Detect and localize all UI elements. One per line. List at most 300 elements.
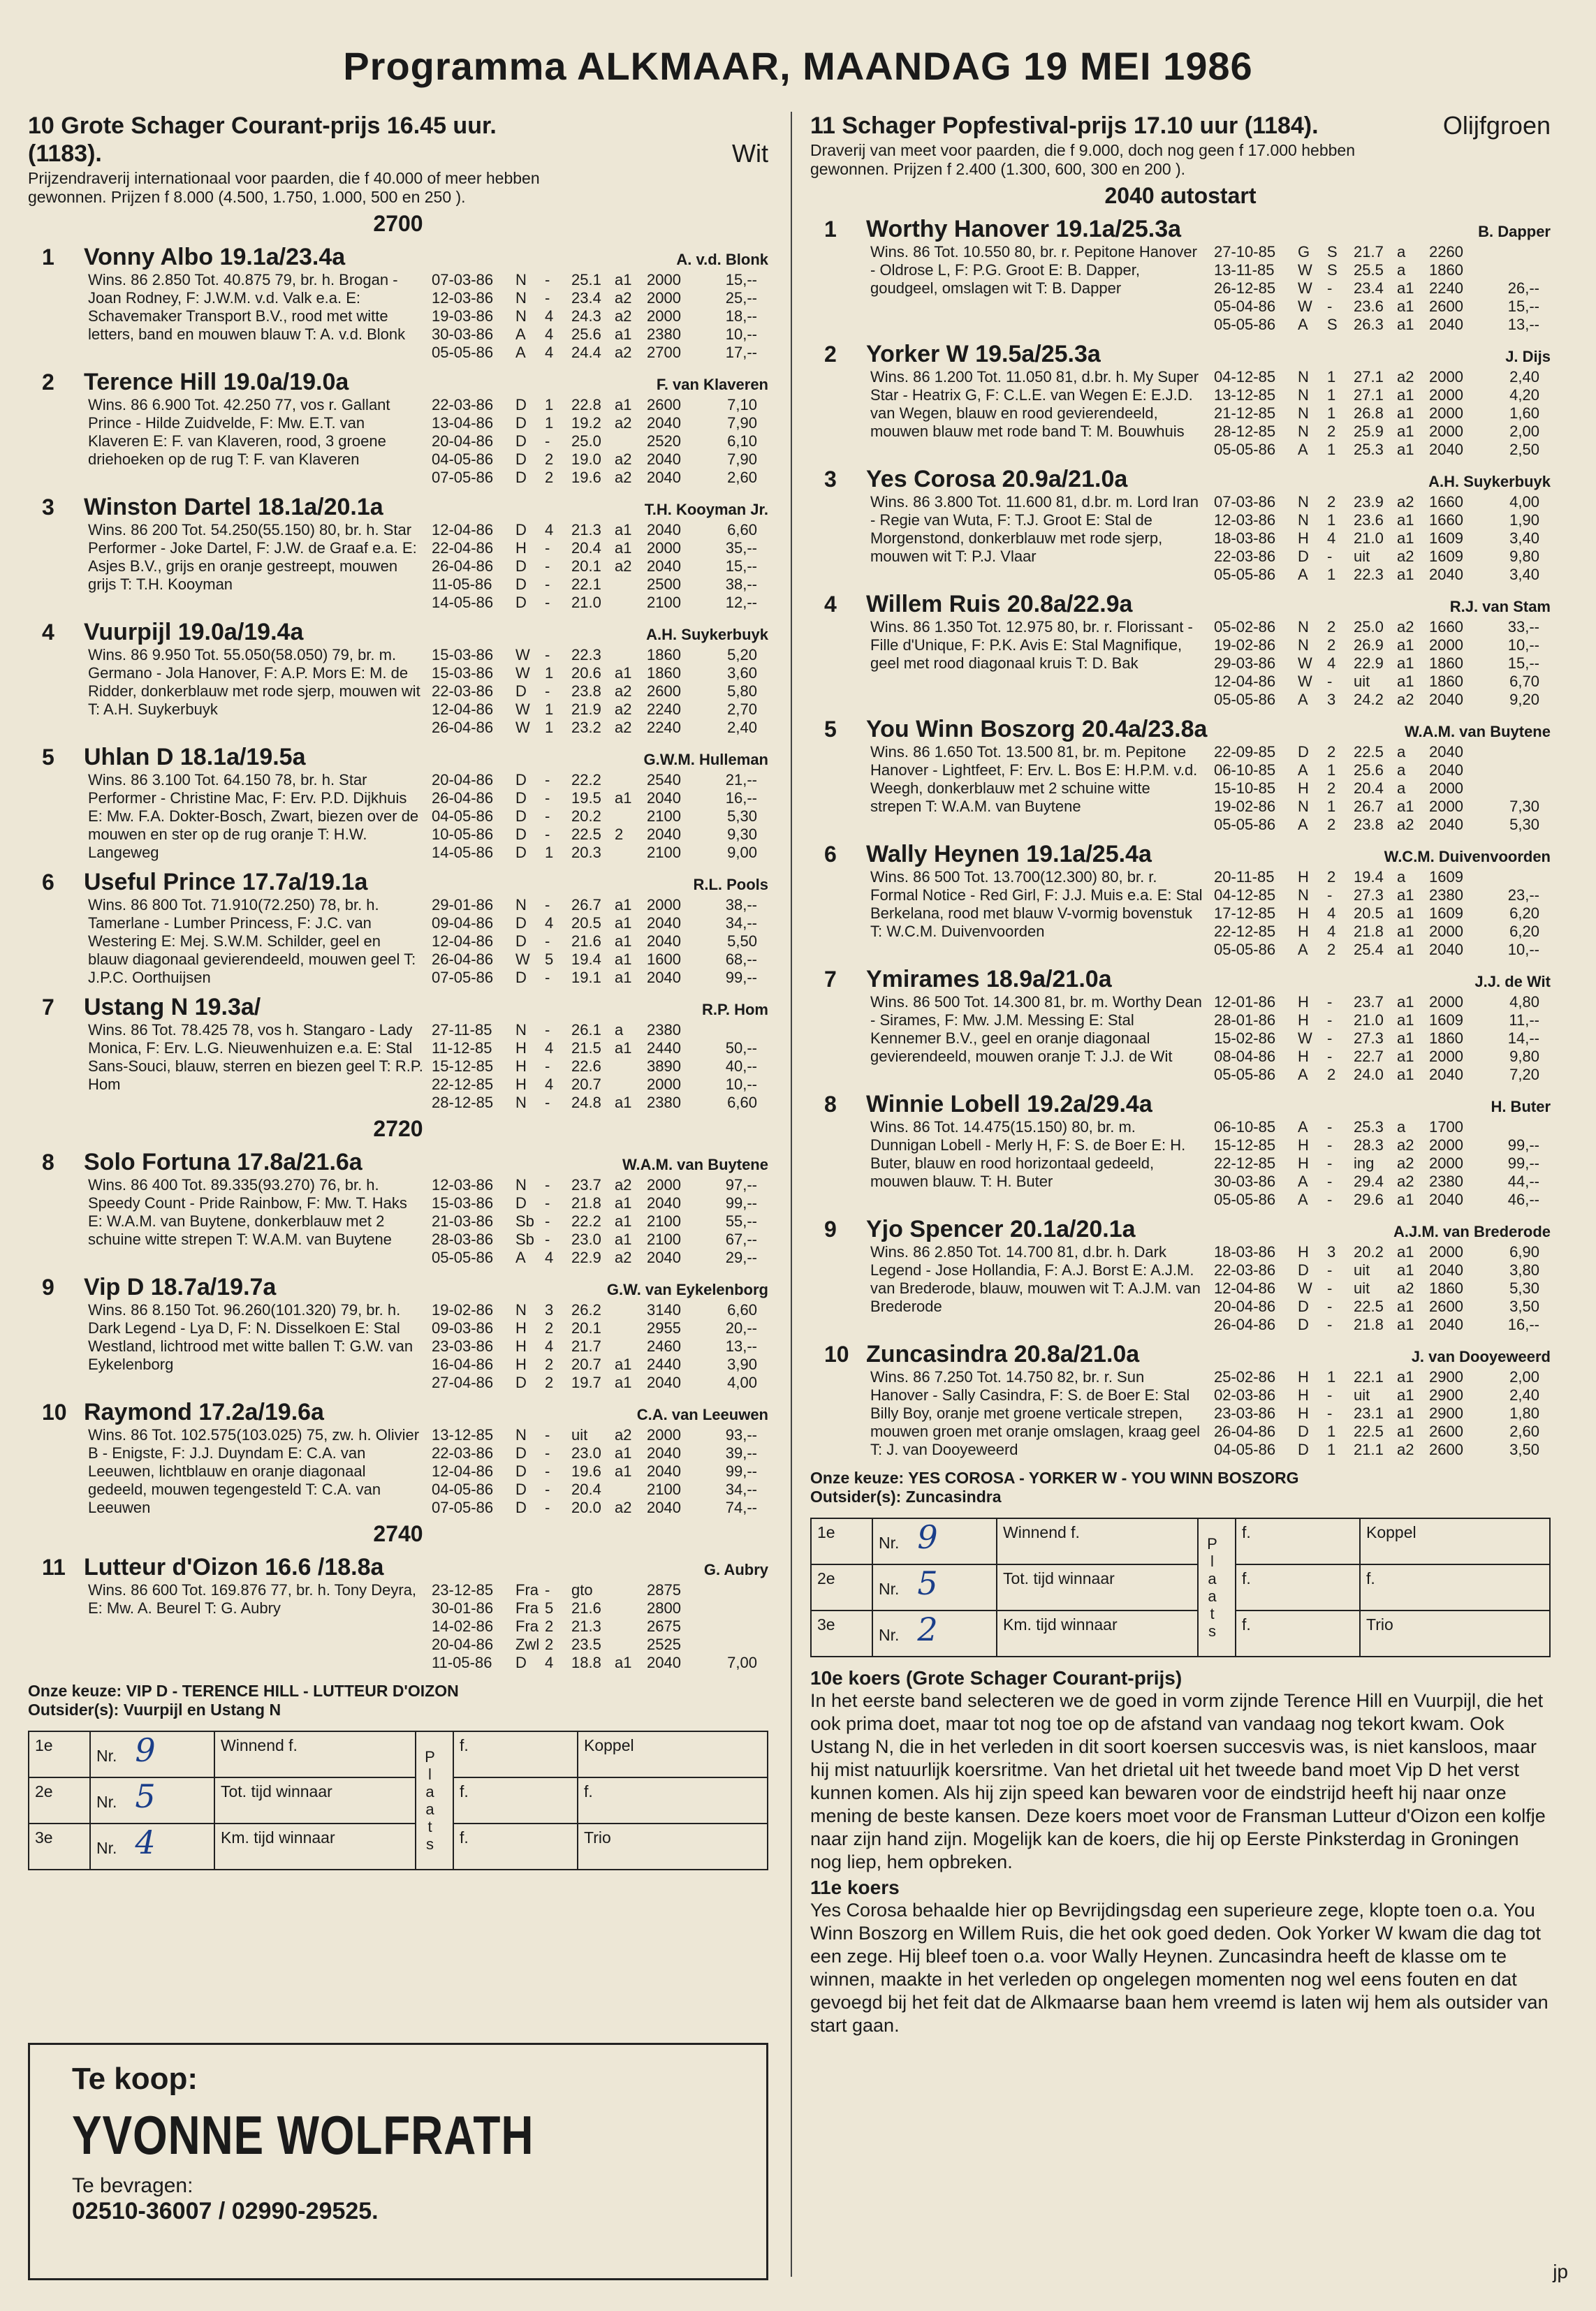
result-cell: D xyxy=(1298,1261,1309,1279)
result-cell: N xyxy=(515,1094,527,1111)
result-cell: - xyxy=(1327,993,1333,1011)
result-cell: 2 xyxy=(1327,779,1336,797)
amount-label-cell: Km. tijd winnaar xyxy=(214,1824,416,1870)
horse-results xyxy=(1214,243,1551,334)
result-row xyxy=(432,932,768,951)
result-cell: - xyxy=(545,807,550,825)
result-cell: N xyxy=(515,1301,527,1319)
result-cell: 3,90 xyxy=(727,1356,757,1373)
result-cell: 2000 xyxy=(1429,779,1463,797)
result-cell: 22.3 xyxy=(1354,566,1384,583)
result-row xyxy=(432,844,768,862)
result-cell: 4,80 xyxy=(1509,993,1539,1011)
result-cell: 22-03-86 xyxy=(432,1444,494,1462)
result-cell: 1 xyxy=(545,700,554,718)
result-cell: N xyxy=(1298,386,1309,404)
result-cell: 2040 xyxy=(1429,1191,1463,1208)
result-row xyxy=(432,1599,768,1617)
result-row xyxy=(432,1212,768,1231)
result-cell: 25.0 xyxy=(571,432,601,450)
result-cell: A xyxy=(1298,1118,1308,1136)
result-cell: H xyxy=(1298,779,1309,797)
result-cell: 26-04-86 xyxy=(432,951,494,968)
result-cell: N xyxy=(515,307,527,325)
nr-cell xyxy=(90,1777,214,1824)
amount-cell: f. xyxy=(1236,1611,1360,1657)
distance-heading: 2700 xyxy=(373,211,423,236)
result-cell: 23.6 xyxy=(1354,511,1384,529)
result-cell: D xyxy=(515,414,527,432)
result-row xyxy=(1214,1441,1551,1459)
result-cell: a2 xyxy=(1397,1173,1414,1190)
result-cell: D xyxy=(1298,1316,1309,1333)
result-cell: 22.2 xyxy=(571,1212,601,1230)
horse-entry xyxy=(28,869,768,987)
horse-number: 7 xyxy=(42,995,54,1020)
result-cell: 2040 xyxy=(647,826,681,843)
horse-trainer: A.H. Suykerbuyk xyxy=(1428,473,1551,490)
result-row xyxy=(432,1481,768,1499)
result-cell: 05-05-86 xyxy=(1214,1066,1276,1083)
result-cell: D xyxy=(515,594,527,611)
horse-details: Wins. 86 9.950 Tot. 55.050(58.050) 79, br. m. Germano - Jola Hanover, F: A.P. Mors E: M. de Ridder, donkerblauw met rode sjerp, mouwen wit T: A.H. Suykerbuyk xyxy=(88,646,420,718)
horse-results xyxy=(432,1301,768,1392)
horse-name: Vuurpijl 19.0a/19.4a xyxy=(84,619,304,645)
result-cell: - xyxy=(1327,1404,1333,1422)
result-cell: 2000 xyxy=(647,539,681,557)
result-cell: 29.6 xyxy=(1354,1191,1384,1208)
koppel-label: Koppel xyxy=(584,1736,634,1754)
horse-results xyxy=(1214,1243,1551,1334)
result-cell: 9,80 xyxy=(1509,1048,1539,1065)
result-cell xyxy=(1488,868,1539,886)
result-cell: 10,-- xyxy=(725,325,757,343)
result-cell: D xyxy=(515,1374,527,1391)
result-row xyxy=(432,557,768,575)
result-cell: 29-01-86 xyxy=(432,896,494,914)
result-cell: 23.6 xyxy=(1354,298,1384,315)
result-cell: 06-10-85 xyxy=(1214,761,1276,779)
place-cell: 2e xyxy=(29,1777,90,1824)
result-cell: 18-03-86 xyxy=(1214,529,1276,547)
result-cell: Fra xyxy=(515,1581,539,1599)
result-cell: 28-12-85 xyxy=(1214,423,1276,440)
result-cell: 2380 xyxy=(1429,886,1463,904)
horse-results xyxy=(1214,1118,1551,1209)
horse-trainer: J. Dijs xyxy=(1505,348,1551,365)
horse-header xyxy=(28,1399,768,1426)
result-cell: 20.2 xyxy=(571,807,601,825)
trio-label: Trio xyxy=(584,1828,611,1847)
result-cell: 2460 xyxy=(647,1337,681,1355)
result-cell: H xyxy=(1298,1011,1309,1029)
race-10-description: Prijzendraverij internationaal voor paarden, die f 40.000 of meer hebben gewonnen. Prijzen f 8.000 (4.500, 1.750, 1.000, 500 en 250 ). xyxy=(28,169,540,206)
horse-trainer: W.C.M. Duivenvoorden xyxy=(1384,848,1551,865)
result-cell: 2 xyxy=(1327,1066,1336,1083)
result-cell: a xyxy=(1397,243,1406,261)
result-cell: - xyxy=(545,1426,550,1444)
result-cell: W xyxy=(1298,298,1312,315)
result-cell: - xyxy=(545,1231,550,1248)
result-cell: - xyxy=(545,1481,550,1498)
result-cell: 20-04-86 xyxy=(432,432,494,450)
result-cell: 3 xyxy=(1327,1243,1336,1261)
result-cell: 11-05-86 xyxy=(432,575,492,593)
result-cell: a2 xyxy=(1397,1154,1414,1172)
result-cell: 2000 xyxy=(647,271,681,288)
result-cell: 26-04-86 xyxy=(432,557,494,575)
result-row xyxy=(432,700,768,719)
result-cell: 26.1 xyxy=(571,1021,601,1039)
result-cell: H xyxy=(515,1057,527,1075)
result-cell: D xyxy=(515,932,527,950)
result-cell: 1860 xyxy=(1429,1279,1463,1297)
result-cell: 12-04-86 xyxy=(432,700,494,718)
result-cell: 2000 xyxy=(1429,923,1463,940)
result-cell: 2040 xyxy=(647,557,681,575)
result-row xyxy=(1214,423,1551,441)
result-cell: a1 xyxy=(1397,1048,1414,1065)
horse-details: Wins. 86 6.900 Tot. 42.250 77, vos r. Gallant Prince - Hilde Zuidvelde, F: Mw. E.T. van Klaveren E: F. van Klaveren, rood, 3 groene driehoeken op de rug T: F. van Klaveren xyxy=(88,396,390,468)
result-cell: 2040 xyxy=(647,521,681,538)
result-row xyxy=(1214,1048,1551,1066)
result-cell: 2600 xyxy=(1429,1423,1463,1440)
result-cell: 11,-- xyxy=(1509,1011,1539,1029)
result-cell: 05-05-86 xyxy=(432,344,494,361)
result-row xyxy=(432,469,768,487)
result-row xyxy=(1214,1243,1551,1261)
horse-name: Ymirames 18.9a/21.0a xyxy=(866,966,1112,992)
horse-name: Winston Dartel 18.1a/20.1a xyxy=(84,494,383,520)
result-cell: 4 xyxy=(545,344,554,361)
result-cell: D xyxy=(515,557,527,575)
result-row xyxy=(1214,1261,1551,1279)
comment-11-title: 11e koers xyxy=(810,1877,900,1898)
result-row xyxy=(432,789,768,807)
result-cell: 20,-- xyxy=(725,1319,757,1337)
result-cell: a1 xyxy=(1397,636,1414,654)
result-cell: 2040 xyxy=(1429,441,1463,458)
result-row xyxy=(1214,993,1551,1011)
result-cell: 5,30 xyxy=(1509,1279,1539,1297)
horse-number: 5 xyxy=(824,717,837,742)
horse-entry xyxy=(810,1341,1551,1459)
result-row xyxy=(1214,691,1551,709)
horse-name: Solo Fortuna 17.8a/21.6a xyxy=(84,1149,363,1175)
horse-trainer: J.J. de Wit xyxy=(1474,973,1551,990)
result-cell: S xyxy=(1327,261,1338,279)
result-cell: a1 xyxy=(615,932,632,950)
result-cell: 2 xyxy=(545,1374,554,1391)
result-cell: 99,-- xyxy=(725,1462,757,1480)
result-cell: W xyxy=(1298,654,1312,672)
result-cell: a1 xyxy=(615,1444,632,1462)
result-cell: 5 xyxy=(545,1599,554,1617)
result-row xyxy=(1214,1279,1551,1298)
place-cell: 1e xyxy=(29,1731,90,1777)
result-cell: 2,40 xyxy=(727,719,757,736)
result-cell: 05-02-86 xyxy=(1214,618,1276,636)
result-cell: a1 xyxy=(615,1212,632,1230)
result-cell: N xyxy=(1298,618,1309,636)
result-cell xyxy=(615,1319,647,1337)
result-cell: 21.8 xyxy=(1354,923,1384,940)
result-cell: 30-03-86 xyxy=(1214,1173,1276,1190)
left-column xyxy=(28,112,768,1870)
horse-details: Wins. 86 Tot. 78.425 78, vos h. Stangaro - Lady Monica, F: Erv. L.G. Nieuwenhuizen e.a. E: Stal Sans-Souci, blauw, sterren en biezen geel T: R.P. Hom xyxy=(88,1021,423,1093)
result-cell: 10,-- xyxy=(725,1076,757,1093)
race-11-keuze: Onze keuze: YES COROSA - YORKER W - YOU WINN BOSZORG xyxy=(810,1469,1299,1487)
result-row xyxy=(432,344,768,362)
result-cell: a1 xyxy=(615,539,632,557)
result-table xyxy=(810,1518,1551,1657)
result-cell: 7,90 xyxy=(727,450,757,468)
result-cell: 3140 xyxy=(647,1301,681,1319)
result-cell: uit xyxy=(571,1426,588,1444)
result-cell: 2875 xyxy=(647,1581,681,1599)
result-cell: D xyxy=(515,469,527,486)
result-cell: D xyxy=(515,969,527,986)
horse-entry xyxy=(28,994,768,1112)
result-cell: a1 xyxy=(615,914,632,932)
result-cell: 26.3 xyxy=(1354,316,1384,333)
result-cell: 21.0 xyxy=(1354,529,1384,547)
horse-number: 7 xyxy=(824,967,837,992)
amount-cell: f. xyxy=(453,1824,578,1870)
result-table-row xyxy=(811,1518,1550,1564)
result-cell: 4 xyxy=(1327,529,1336,547)
horse-body xyxy=(870,993,1551,1084)
result-cell: 16-04-86 xyxy=(432,1356,494,1373)
result-cell: 13-04-86 xyxy=(432,414,494,432)
result-cell: uit xyxy=(1354,673,1370,690)
result-cell: a1 xyxy=(1397,1243,1414,1261)
result-cell: W xyxy=(1298,1279,1312,1297)
result-cell: 24.2 xyxy=(1354,691,1384,708)
result-cell: 25,-- xyxy=(725,289,757,307)
horse-header xyxy=(810,216,1551,243)
result-cell: 4 xyxy=(545,1249,554,1266)
result-cell: - xyxy=(1327,1048,1333,1065)
result-cell: 29-03-86 xyxy=(1214,654,1276,672)
koppel-trio-cell xyxy=(1360,1611,1550,1657)
result-cell: 07-05-86 xyxy=(432,1499,494,1516)
result-cell: N xyxy=(1298,423,1309,440)
result-row xyxy=(1214,1118,1551,1136)
result-cell: 15-03-86 xyxy=(432,664,494,682)
result-cell: 12-03-86 xyxy=(1214,511,1276,529)
result-cell xyxy=(615,1481,647,1499)
result-cell: 12-01-86 xyxy=(1214,993,1276,1011)
result-cell: 23.4 xyxy=(1354,279,1384,297)
result-cell: uit xyxy=(1354,1261,1370,1279)
result-cell: 2260 xyxy=(1429,243,1463,261)
result-cell: H xyxy=(1298,868,1309,886)
result-cell xyxy=(1488,243,1539,261)
result-cell: a2 xyxy=(615,682,632,700)
result-cell: 4 xyxy=(545,307,554,325)
result-row xyxy=(1214,404,1551,423)
result-cell: 19.6 xyxy=(571,1462,601,1480)
result-cell: uit xyxy=(1354,1386,1370,1404)
result-cell xyxy=(615,1636,647,1654)
race-10-color: Wit xyxy=(732,139,768,168)
result-cell: Fra xyxy=(515,1617,539,1635)
result-cell: 4,20 xyxy=(1509,386,1539,404)
result-cell: 1 xyxy=(1327,761,1336,779)
result-row xyxy=(432,1499,768,1517)
result-cell: 22.9 xyxy=(571,1249,601,1266)
result-cell xyxy=(615,844,647,862)
horse-trainer: A. v.d. Blonk xyxy=(676,251,768,268)
horse-number: 2 xyxy=(42,369,54,395)
result-cell: 15-12-85 xyxy=(432,1057,494,1075)
result-cell: 15-10-85 xyxy=(1214,779,1276,797)
result-cell: 99,-- xyxy=(725,969,757,986)
result-cell: G xyxy=(1298,243,1310,261)
horse-entry xyxy=(28,1274,768,1392)
horse-name: Vip D 18.7a/19.7a xyxy=(84,1274,277,1300)
result-cell: 2040 xyxy=(647,1374,681,1391)
result-cell: 99,-- xyxy=(1507,1154,1539,1172)
result-cell: 21-03-86 xyxy=(432,1212,494,1230)
result-cell: 1609 xyxy=(1429,1011,1463,1029)
result-cell: W xyxy=(515,951,530,968)
horse-body xyxy=(870,368,1551,459)
result-cell: 22-09-85 xyxy=(1214,743,1276,761)
horse-results xyxy=(432,1176,768,1267)
result-cell xyxy=(615,1057,647,1076)
result-row xyxy=(432,719,768,737)
nr-label: Nr. xyxy=(96,1747,117,1765)
result-cell: 22-12-85 xyxy=(1214,923,1276,940)
result-cell: 12-03-86 xyxy=(432,289,494,307)
result-cell: 2380 xyxy=(1429,1173,1463,1190)
nr-label: Nr. xyxy=(96,1793,117,1811)
result-cell: 2040 xyxy=(647,469,681,486)
result-cell: 28-03-86 xyxy=(432,1231,494,1248)
result-cell: A xyxy=(1298,816,1308,833)
result-cell: 21.1 xyxy=(1354,1441,1384,1458)
result-cell: 2000 xyxy=(1429,1048,1463,1065)
result-cell: a1 xyxy=(1397,1029,1414,1047)
result-cell: 24.4 xyxy=(571,344,601,361)
result-cell: 21.8 xyxy=(571,1194,601,1212)
result-cell: 14-05-86 xyxy=(432,594,494,611)
result-cell: 20.5 xyxy=(1354,904,1384,922)
result-cell: - xyxy=(545,826,550,843)
horse-entry xyxy=(28,369,768,487)
result-cell: a1 xyxy=(1397,1316,1414,1333)
result-cell: 25.3 xyxy=(1354,1118,1384,1136)
result-cell: a1 xyxy=(1397,654,1414,672)
handwritten-number: 9 xyxy=(917,1518,938,1556)
result-cell: 15-02-86 xyxy=(1214,1029,1276,1047)
result-cell: 21.0 xyxy=(1354,1011,1384,1029)
result-row xyxy=(1214,368,1551,386)
result-cell: 2,00 xyxy=(1509,1368,1539,1386)
horse-number: 3 xyxy=(42,494,54,520)
horse-trainer: A.J.M. van Brederode xyxy=(1393,1223,1551,1240)
result-cell: 26.7 xyxy=(571,896,601,914)
result-cell: - xyxy=(1327,673,1333,690)
result-cell: 1 xyxy=(1327,441,1336,458)
result-cell: N xyxy=(1298,493,1309,511)
horse-results xyxy=(432,271,768,362)
result-cell: - xyxy=(545,289,550,307)
result-cell: 4 xyxy=(545,914,554,932)
result-cell: 40,-- xyxy=(725,1057,757,1075)
result-cell: N xyxy=(1298,368,1309,386)
result-cell: 2000 xyxy=(647,1076,681,1093)
result-cell: a1 xyxy=(1397,1404,1414,1422)
result-cell: 07-03-86 xyxy=(432,271,494,288)
horse-results xyxy=(1214,368,1551,459)
result-cell: 22.8 xyxy=(571,396,601,413)
horse-name: Vonny Albo 19.1a/23.4a xyxy=(84,244,346,270)
nr-label: Nr. xyxy=(96,1839,117,1857)
result-cell: 2100 xyxy=(647,1231,681,1248)
result-cell: 15,-- xyxy=(725,271,757,288)
result-cell: 22.1 xyxy=(1354,1368,1384,1386)
result-cell: H xyxy=(515,1337,527,1355)
result-cell: a2 xyxy=(615,719,632,736)
result-cell: 23-03-86 xyxy=(1214,1404,1276,1422)
result-cell: 6,20 xyxy=(1509,904,1539,922)
result-cell: 2600 xyxy=(1429,1441,1463,1458)
result-cell: 1 xyxy=(1327,404,1336,422)
result-cell: 6,60 xyxy=(727,1094,757,1111)
result-cell: A xyxy=(1298,691,1308,708)
result-cell: 2040 xyxy=(647,450,681,468)
horse-number: 10 xyxy=(824,1342,849,1367)
result-cell: 2 xyxy=(1327,743,1336,761)
result-cell: 2 xyxy=(1327,423,1336,440)
column-divider xyxy=(791,112,792,2277)
result-row xyxy=(432,646,768,664)
handwritten-number: 9 xyxy=(135,1731,156,1769)
result-cell: a xyxy=(1397,779,1406,797)
horse-header xyxy=(810,966,1551,993)
result-cell: 05-05-86 xyxy=(1214,816,1276,833)
horse-details: Wins. 86 7.250 Tot. 14.750 82, br. r. Sun Hanover - Sally Casindra, F: S. de Boer E: Stal Billy Boy, oranje met groene verticale strepen, mouwen groen met oranje omslagen, kraag geel T: J. van Dooyeweerd xyxy=(870,1368,1201,1458)
result-cell: 7,00 xyxy=(727,1654,757,1671)
result-cell: 12,-- xyxy=(725,594,757,611)
horse-body xyxy=(870,493,1551,584)
result-cell: a2 xyxy=(615,307,632,325)
horse-results xyxy=(1214,493,1551,584)
result-cell xyxy=(1488,761,1539,779)
result-cell: - xyxy=(545,1021,550,1039)
result-cell: 19-02-86 xyxy=(1214,636,1276,654)
result-cell: 2040 xyxy=(647,932,681,950)
result-cell: 5,50 xyxy=(727,932,757,950)
result-cell: 20.0 xyxy=(571,1499,601,1516)
result-cell: 04-05-86 xyxy=(432,807,494,825)
result-cell: 22.5 xyxy=(1354,1423,1384,1440)
result-cell: H xyxy=(1298,1154,1309,1172)
result-cell: - xyxy=(545,1212,550,1230)
result-cell: 19.0 xyxy=(571,450,601,468)
amount-cell: f. xyxy=(453,1731,578,1777)
result-cell: 1,80 xyxy=(1509,1404,1539,1422)
result-table-row xyxy=(29,1731,768,1777)
horse-entry xyxy=(28,244,768,362)
result-cell: 1860 xyxy=(1429,654,1463,672)
result-cell: 2000 xyxy=(647,307,681,325)
horse-header xyxy=(810,341,1551,368)
result-cell xyxy=(615,1599,647,1617)
